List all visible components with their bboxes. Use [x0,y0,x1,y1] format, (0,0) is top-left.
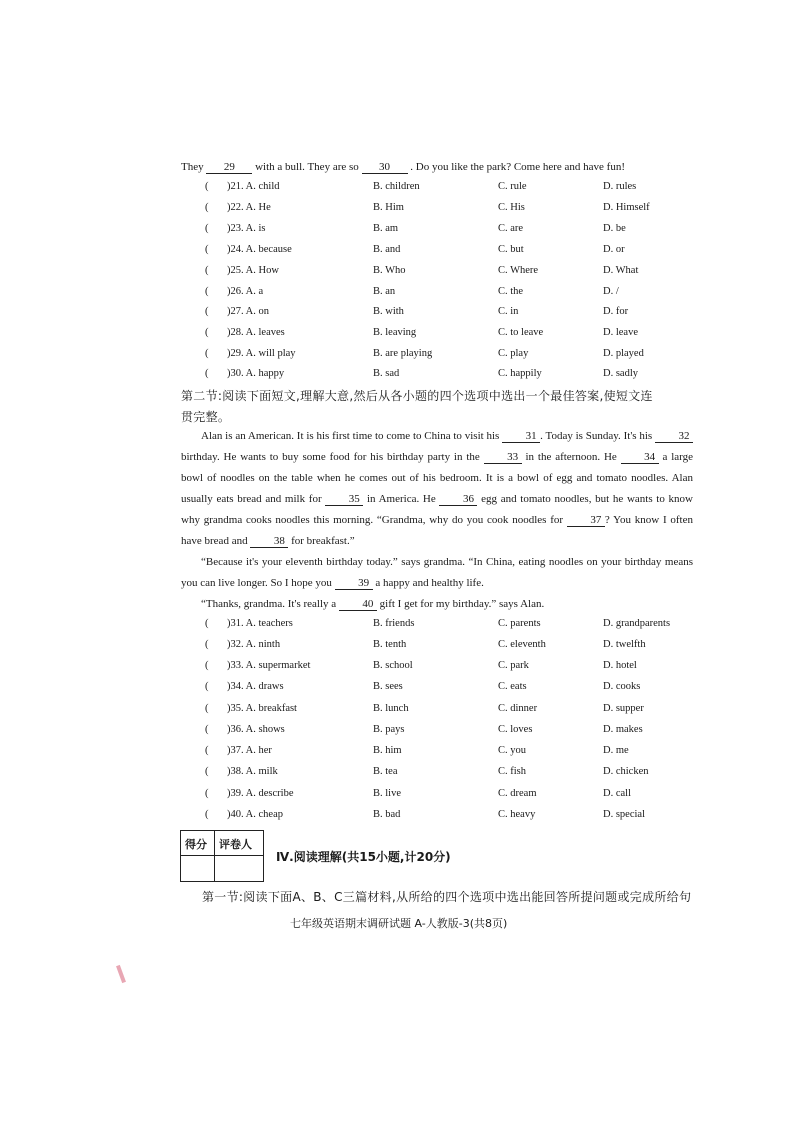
option-c: C. dinner [498,703,538,714]
text: Alan is an American. It is his first time to come to China to visit his [201,430,500,442]
section2-instruction-cont: 贯完整。 [181,410,231,424]
option-b: B. him [373,745,402,756]
answer-paren[interactable]: ( [205,618,209,629]
option-c: C. His [498,202,525,213]
option-d: D. me [603,745,629,756]
question-row [205,181,725,195]
blank-40: 40 [339,599,377,611]
option-c: C. parents [498,618,541,629]
text: They [181,161,204,173]
option-d: D. What [603,265,639,276]
option-a: )33. A. supermarket [227,660,311,671]
page-footer: 七年级英语期末调研试题 A-人教版-3(共8页) [290,917,508,930]
question-row [205,703,725,717]
text: in the afternoon. He [525,451,617,463]
question-row [205,724,725,738]
option-d: D. makes [603,724,643,735]
option-b: B. tenth [373,639,407,650]
question-row [205,244,725,258]
option-c: C. are [498,223,524,234]
option-a: )40. A. cheap [227,809,283,820]
passage-paragraph-1 [181,426,693,552]
question-row [205,327,725,341]
question-row [205,745,725,759]
option-b: B. live [373,788,401,799]
option-b: B. am [373,223,399,234]
option-a: )23. A. is [227,223,266,234]
blank-33: 33 [484,452,522,464]
option-a: )34. A. draws [227,681,284,692]
option-c: C. in [498,306,519,317]
text: a happy and healthy life. [375,577,484,589]
answer-paren[interactable]: ( [205,327,209,338]
answer-paren[interactable]: ( [205,348,209,359]
question-row [205,809,725,823]
text: . Today is Sunday. It's his [540,430,653,442]
part4-heading: Ⅳ.阅读理解(共15小题,计20分) [276,850,451,864]
text: ? You know I often have bread and [181,514,693,547]
answer-paren[interactable]: ( [205,286,209,297]
option-c: C. Where [498,265,539,276]
option-b: B. sad [373,368,400,379]
question-row [205,223,725,237]
option-d: D. leave [603,327,638,338]
option-b: B. Him [373,202,404,213]
answer-paren[interactable]: ( [205,368,209,379]
option-d: D. chicken [603,766,649,777]
blank-35: 35 [325,494,363,506]
passage-paragraph-2 [181,552,693,594]
option-b: B. bad [373,809,401,820]
option-d: D. rules [603,181,637,192]
option-b: B. Who [373,265,406,276]
option-c: C. fish [498,766,527,777]
text: for breakfast.” [291,535,355,547]
score-box [180,830,264,882]
option-a: )25. A. How [227,265,279,276]
answer-paren[interactable]: ( [205,202,209,213]
option-b: B. school [373,660,413,671]
answer-paren[interactable]: ( [205,766,209,777]
question-row [205,766,725,780]
option-c: C. the [498,286,524,297]
scan-mark [116,965,126,983]
question-row [205,265,725,279]
option-d: D. special [603,809,645,820]
option-d: D. cooks [603,681,641,692]
option-d: D. or [603,244,625,255]
answer-paren[interactable]: ( [205,265,209,276]
option-b: B. pays [373,724,405,735]
option-d: D. twelfth [603,639,646,650]
option-c: C. eleventh [498,639,546,650]
option-c: C. but [498,244,524,255]
option-a: )26. A. a [227,286,264,297]
section1-instruction: 第一节:阅读下面A、B、C三篇材料,从所给的四个选项中选出能回答所提问题或完成所给句 [202,890,692,904]
option-d: D. Himself [603,202,650,213]
answer-paren[interactable]: ( [205,681,209,692]
option-d: D. for [603,306,629,317]
option-d: D. supper [603,703,644,714]
blank-34: 34 [621,452,659,464]
option-a: )35. A. breakfast [227,703,297,714]
option-b: B. an [373,286,396,297]
divider [214,831,215,881]
answer-paren[interactable]: ( [205,639,209,650]
option-c: C. dream [498,788,537,799]
answer-paren[interactable]: ( [205,724,209,735]
question-row [205,681,725,695]
text: with a bull. They are so [255,161,359,173]
option-d: D. grandparents [603,618,671,629]
option-a: )22. A. He [227,202,271,213]
option-c: C. happily [498,368,542,379]
option-d: D. hotel [603,660,637,671]
question-row [205,618,725,632]
option-a: )32. A. ninth [227,639,281,650]
answer-paren[interactable]: ( [205,660,209,671]
option-a: )36. A. shows [227,724,285,735]
text: egg and tomato noodles, but he wants to know why grandma cooks noodles this morning. “Grandma, why do you cook noodles for [181,493,693,526]
question-row [205,368,725,382]
question-row [205,286,725,300]
blank-37: 37 [567,515,605,527]
option-c: C. loves [498,724,533,735]
passage-paragraph-3 [181,594,693,615]
option-b: B. friends [373,618,415,629]
option-b: B. are playing [373,348,433,359]
option-c: C. you [498,745,527,756]
option-d: D. played [603,348,644,359]
option-c: C. to leave [498,327,544,338]
answer-paren[interactable]: ( [205,244,209,255]
text: . Do you like the park? Come here and have fun! [410,161,626,173]
blank-29: 29 [206,162,252,174]
option-b: B. tea [373,766,398,777]
option-d: D. / [603,286,619,297]
blank-31: 31 [502,431,540,443]
blank-39: 39 [335,578,373,590]
answer-paren[interactable]: ( [205,703,209,714]
text: “Thanks, grandma. It's really a [201,598,337,610]
question-row [205,306,725,320]
question-row [205,788,725,802]
grader-label: 评卷人 [219,838,252,851]
text: gift I get for my birthday.” says Alan. [379,598,545,610]
divider [181,855,263,856]
option-b: B. children [373,181,420,192]
answer-paren[interactable]: ( [205,745,209,756]
option-a: )37. A. her [227,745,272,756]
text: “Because it's your eleventh birthday today.” says grandma. “In China, eating noodles on your birthday means you can live longer. So I hope you [181,556,693,589]
answer-paren[interactable]: ( [205,306,209,317]
question-row [205,660,725,674]
answer-paren[interactable]: ( [205,788,209,799]
option-b: B. lunch [373,703,409,714]
answer-paren[interactable]: ( [205,223,209,234]
score-label: 得分 [185,838,207,851]
answer-paren[interactable]: ( [205,809,209,820]
text: birthday. He wants to buy some food for his birthday party in the [181,451,480,463]
option-c: C. play [498,348,529,359]
question-row [205,202,725,216]
text: in America. He [366,493,436,505]
passage-end-line [181,161,625,174]
option-d: D. call [603,788,631,799]
option-b: B. and [373,244,401,255]
option-c: C. eats [498,681,527,692]
blank-32: 32 [655,431,693,443]
blank-36: 36 [439,494,477,506]
option-a: )30. A. happy [227,368,285,379]
blank-38: 38 [250,536,288,548]
option-c: C. park [498,660,529,671]
option-a: )27. A. on [227,306,269,317]
option-a: )24. A. because [227,244,292,255]
option-a: )31. A. teachers [227,618,293,629]
option-d: D. be [603,223,626,234]
blank-30: 30 [362,162,408,174]
option-a: )28. A. leaves [227,327,285,338]
option-b: B. leaving [373,327,417,338]
option-d: D. sadly [603,368,638,379]
question-row [205,348,725,362]
option-a: )39. A. describe [227,788,294,799]
option-b: B. sees [373,681,403,692]
option-c: C. heavy [498,809,536,820]
option-b: B. with [373,306,404,317]
option-c: C. rule [498,181,527,192]
option-a: )38. A. milk [227,766,278,777]
question-row [205,639,725,653]
option-a: )29. A. will play [227,348,296,359]
answer-paren[interactable]: ( [205,181,209,192]
text: a large bowl of noodles on the table when he comes out of his bedroom. It is a bowl of egg and tomato noodles. Alan usually eats bread and milk for [181,451,694,505]
section2-instruction: 第二节:阅读下面短文,理解大意,然后从各小题的四个选项中选出一个最佳答案,使短文连 [181,389,653,403]
option-a: )21. A. child [227,181,280,192]
